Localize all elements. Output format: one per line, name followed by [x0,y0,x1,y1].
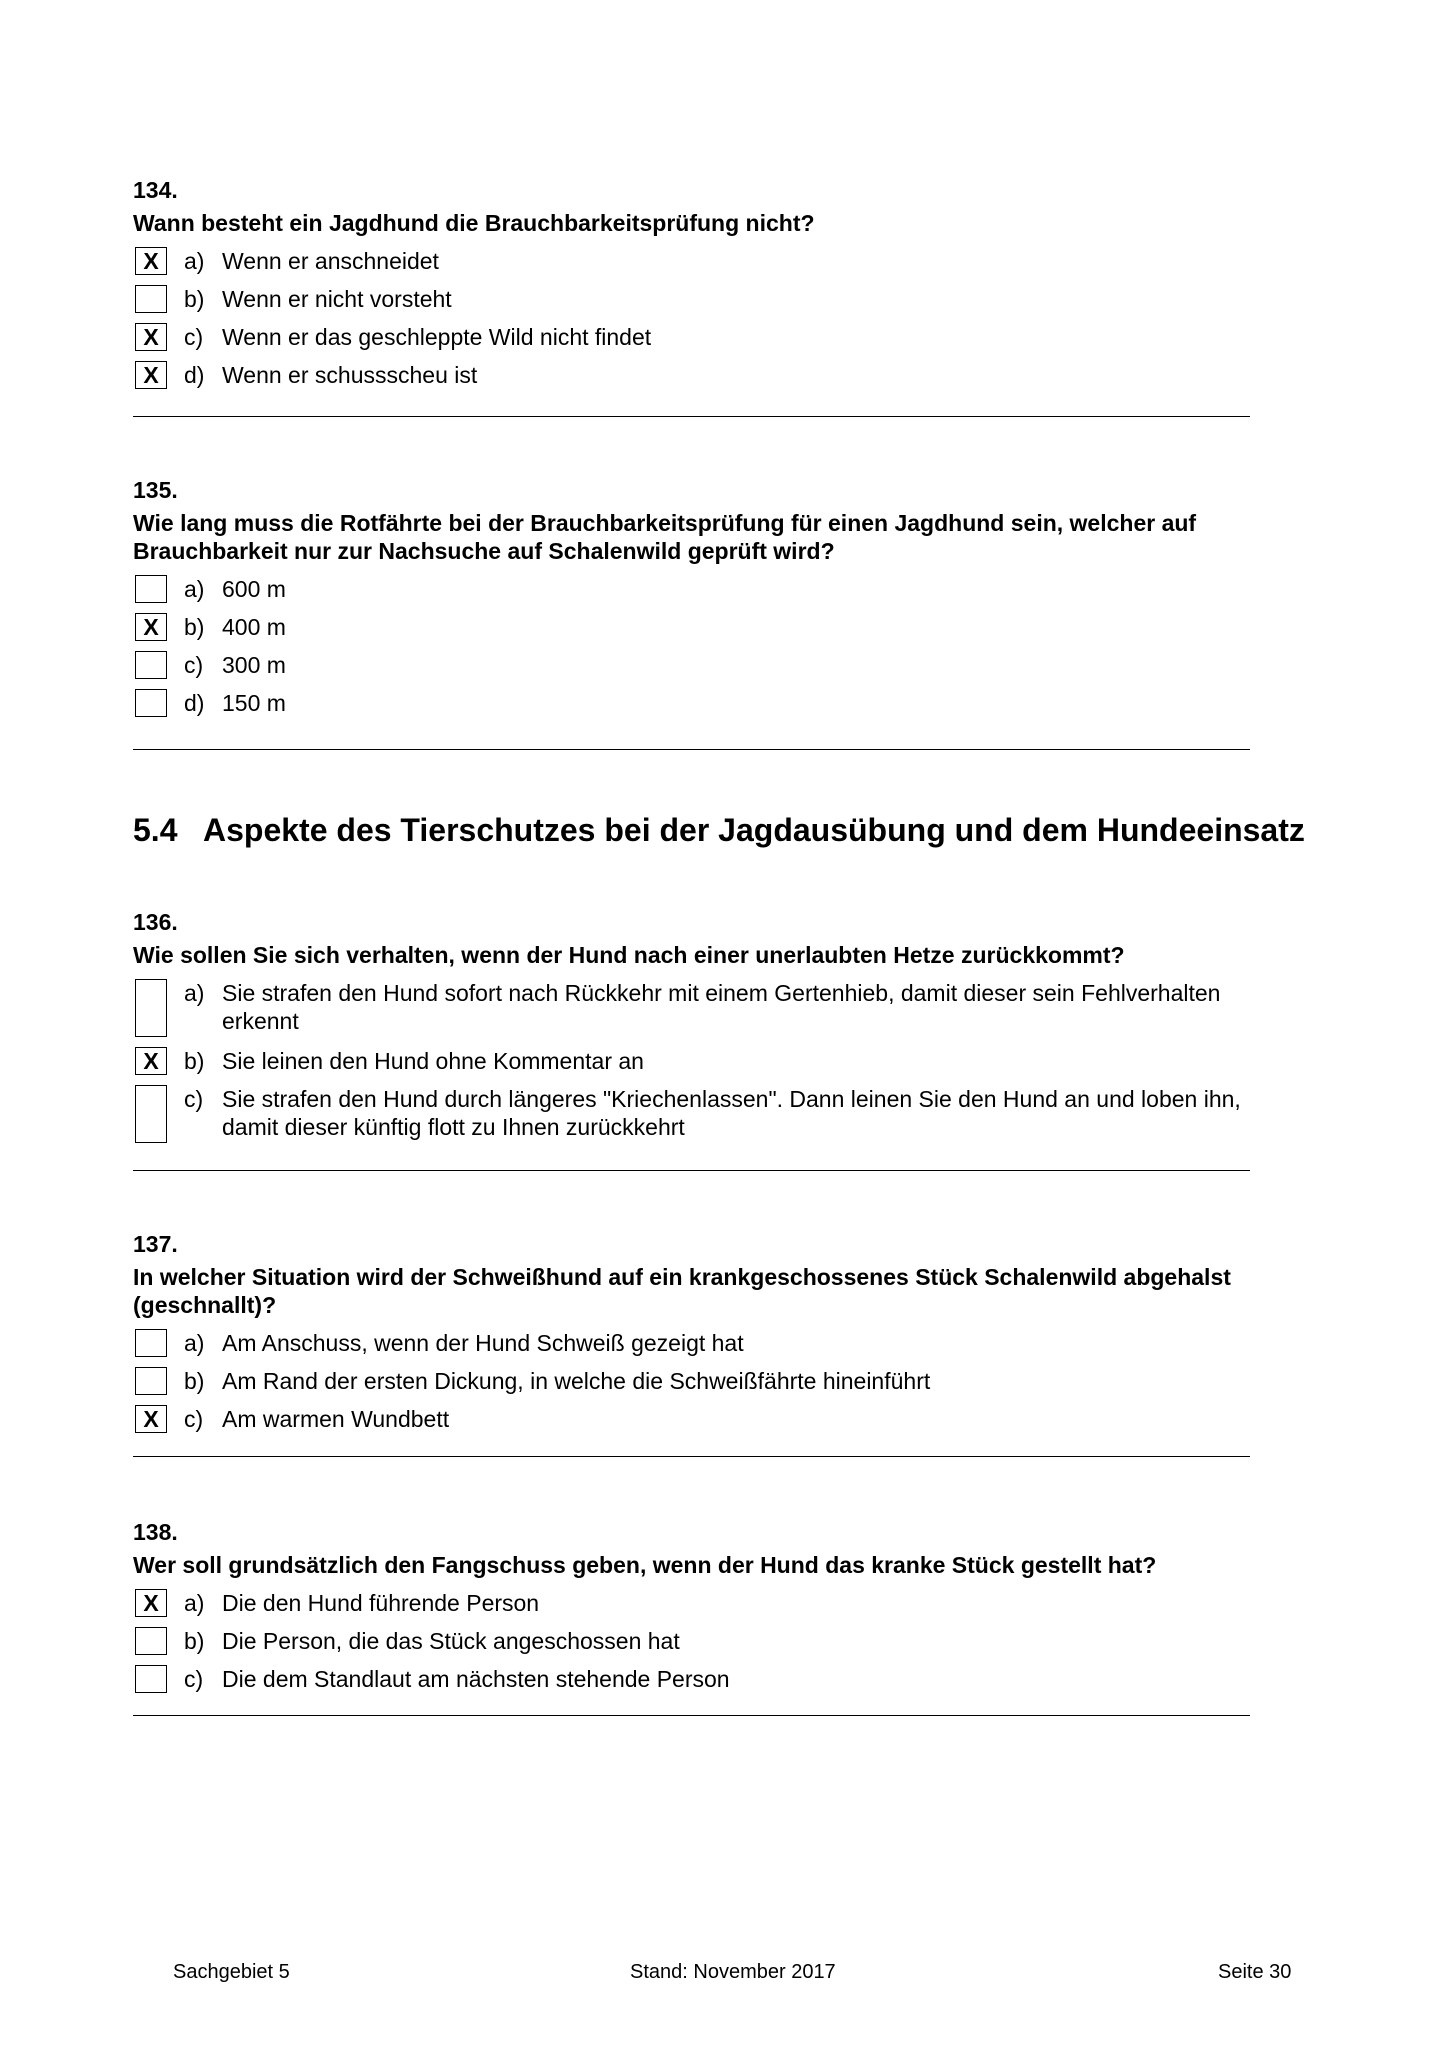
answer-option-b [133,613,1250,641]
option-letter: c) [184,652,204,678]
question-134 [133,176,1250,417]
answer-checkbox[interactable] [135,1627,167,1655]
answer-checkbox[interactable] [135,575,167,603]
question-text: Wann besteht ein Jagdhund die Brauchbarkeitsprüfung nicht? [133,210,815,236]
answer-option-d [133,689,1250,717]
option-letter: c) [184,1666,204,1692]
answer-option-d [133,361,1250,389]
option-letter: b) [184,1368,205,1394]
answer-option-b [133,1047,1250,1075]
option-text: Wenn er das geschleppte Wild nicht findet [222,324,652,350]
answer-option-b [133,285,1250,313]
answer-checkbox[interactable]: X [135,613,167,641]
option-text: Sie strafen den Hund durch längeres "Kriechenlassen". Dann leinen Sie den Hund an und loben ihn, damit dieser künftig flott zu Ihnen zurückkehrt [222,1086,1241,1140]
question-number: 137. [133,1231,178,1257]
option-text: 150 m [222,690,286,716]
question-136 [133,908,1250,1171]
answer-option-c [133,323,1250,351]
answer-checkbox[interactable] [135,1085,167,1143]
answer-option-b [133,1627,1250,1655]
option-letter: b) [184,614,205,640]
answer-option-a [133,247,1250,275]
option-letter: a) [184,1330,205,1356]
option-letter: a) [184,1590,205,1616]
answer-option-a [133,1589,1250,1617]
answer-option-c [133,1085,1250,1143]
option-letter: d) [184,690,205,716]
option-letter: d) [184,362,205,388]
answer-option-a [133,575,1250,603]
option-text: Die Person, die das Stück angeschossen hat [222,1628,680,1654]
section-title: Aspekte des Tierschutzes bei der Jagdausübung und dem Hundeeinsatz [203,812,1305,848]
answer-checkbox[interactable]: X [135,247,167,275]
option-letter: b) [184,1048,205,1074]
option-letter: a) [184,248,205,274]
answer-option-a [133,979,1250,1037]
option-letter: b) [184,1628,205,1654]
option-text: Wenn er anschneidet [222,248,439,274]
answer-checkbox[interactable]: X [135,1589,167,1617]
footer-center: Stand: November 2017 [630,1961,836,1983]
answer-checkbox[interactable] [135,651,167,679]
option-letter: c) [184,1406,204,1432]
answer-checkbox[interactable]: X [135,323,167,351]
section-number: 5.4 [133,812,178,848]
option-text: Sie leinen den Hund ohne Kommentar an [222,1048,644,1074]
question-text: Wer soll grundsätzlich den Fangschuss geben, wenn der Hund das kranke Stück gestellt hat? [133,1552,1157,1578]
option-text: Die den Hund führende Person [222,1590,540,1616]
option-letter: a) [184,576,205,602]
footer-left: Sachgebiet 5 [173,1961,290,1983]
option-text: 300 m [222,652,286,678]
question-137 [133,1230,1250,1457]
answer-checkbox[interactable] [135,285,167,313]
question-number: 134. [133,177,178,203]
option-text: Am warmen Wundbett [222,1406,450,1432]
question-135 [133,476,1250,750]
footer-page-number: Seite 30 [1218,1961,1292,1983]
answer-checkbox[interactable]: X [135,361,167,389]
question-text: In welcher Situation wird der Schweißhund auf ein krankgeschossenes Stück Schalenwild abgehalst (geschnallt)? [133,1264,1231,1318]
option-text: 600 m [222,576,286,602]
answer-checkbox[interactable] [135,1367,167,1395]
question-text: Wie sollen Sie sich verhalten, wenn der Hund nach einer unerlaubten Hetze zurückkommt? [133,942,1125,968]
question-text: Wie lang muss die Rotfährte bei der Brauchbarkeitsprüfung für einen Jagdhund sein, welcher auf Brauchbarkeit nur zur Nachsuche auf Schalenwild geprüft wird? [133,510,1197,564]
answer-checkbox[interactable]: X [135,1405,167,1433]
answer-option-b [133,1367,1250,1395]
answer-checkbox[interactable]: X [135,1047,167,1075]
answer-option-a [133,1329,1250,1357]
answer-checkbox[interactable] [135,979,167,1037]
answer-option-c [133,1665,1250,1693]
option-text: 400 m [222,614,286,640]
option-text: Die dem Standlaut am nächsten stehende Person [222,1666,730,1692]
option-text: Am Rand der ersten Dickung, in welche die Schweißfährte hineinführt [222,1368,931,1394]
question-number: 135. [133,477,178,503]
answer-checkbox[interactable] [135,1665,167,1693]
option-letter: c) [184,324,204,350]
question-number: 138. [133,1519,178,1545]
option-text: Am Anschuss, wenn der Hund Schweiß gezeigt hat [222,1330,744,1356]
option-letter: c) [184,1086,204,1112]
question-number: 136. [133,909,178,935]
option-text: Wenn er nicht vorsteht [222,286,452,312]
option-letter: a) [184,980,205,1006]
option-letter: b) [184,286,205,312]
answer-option-c [133,651,1250,679]
section-heading [133,810,1305,850]
question-138 [133,1518,1250,1716]
answer-option-c [133,1405,1250,1433]
option-text: Wenn er schussscheu ist [222,362,478,388]
answer-checkbox[interactable] [135,1329,167,1357]
option-text: Sie strafen den Hund sofort nach Rückkehr mit einem Gertenhieb, damit dieser sein Fehlverhalten erkennt [222,980,1221,1034]
answer-checkbox[interactable] [135,689,167,717]
